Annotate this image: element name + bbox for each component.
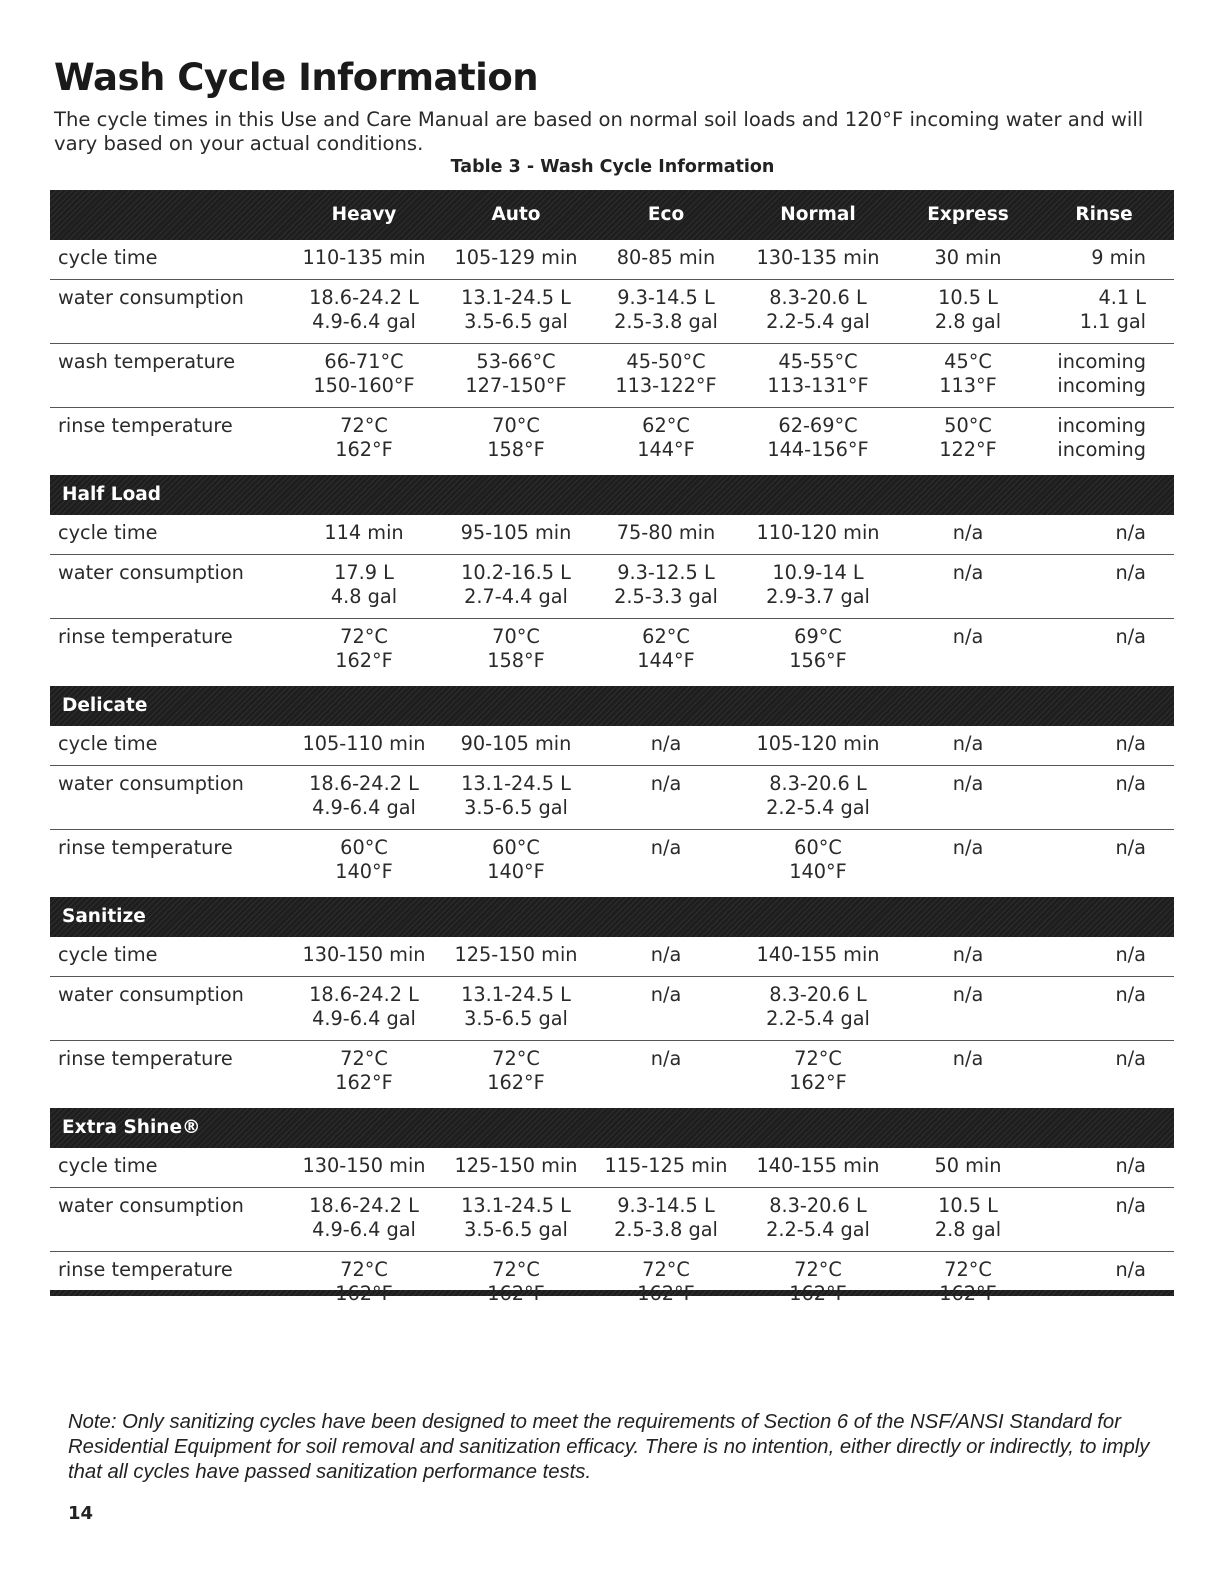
cell-line: 13.1-24.5 L — [461, 772, 571, 795]
cell-line: n/a — [1115, 1154, 1146, 1177]
table-cell — [1115, 732, 1146, 756]
table-cell — [1115, 561, 1146, 585]
cell-line: n/a — [1115, 983, 1146, 1006]
table-cell — [637, 414, 695, 462]
table-cell — [1115, 772, 1146, 796]
cell-line: 90-105 min — [460, 732, 572, 755]
table-cell — [454, 1154, 577, 1178]
table-row — [50, 937, 1174, 977]
table-row — [50, 344, 1174, 408]
table-cell — [302, 732, 425, 756]
cell-line: 50 min — [934, 1154, 1002, 1177]
row-label: cycle time — [58, 732, 158, 755]
table-cell — [756, 732, 879, 756]
table-cell — [756, 521, 879, 545]
cell-line: 4.9-6.4 gal — [312, 1218, 416, 1241]
cell-line: incoming — [1057, 414, 1146, 437]
table-cell — [651, 983, 682, 1007]
table-cell — [617, 246, 716, 270]
section-header-half-load: Half Load — [50, 475, 1174, 515]
cell-line: 10.2-16.5 L — [461, 561, 571, 584]
cell-line: 140-155 min — [756, 1154, 880, 1177]
cell-line: 50°C — [944, 414, 992, 437]
cell-line: 113-131°F — [767, 374, 869, 397]
cell-line: n/a — [1115, 732, 1146, 755]
cell-line: 162°F — [789, 1071, 847, 1094]
table-cell — [614, 286, 718, 334]
table-cell — [302, 943, 425, 967]
section-header-delicate: Delicate — [50, 686, 1174, 726]
table-cell — [766, 983, 870, 1031]
cell-line: 66-71°C — [324, 350, 404, 373]
cell-line: 140°F — [487, 860, 545, 883]
cell-line: incoming — [1057, 374, 1146, 397]
cell-line: 150-160°F — [313, 374, 415, 397]
table-cell — [766, 772, 870, 820]
table-cell — [461, 521, 572, 545]
table-cell — [1115, 1258, 1146, 1282]
cell-line: 130-135 min — [756, 246, 880, 269]
cell-line: 122°F — [939, 438, 997, 461]
cell-line: n/a — [952, 772, 984, 795]
table-bottom-rule — [50, 1290, 1174, 1296]
cell-line: 30 min — [934, 246, 1002, 269]
table-row — [50, 726, 1174, 766]
table-cell — [953, 1047, 984, 1071]
cell-line: n/a — [952, 732, 984, 755]
column-header-auto: Auto — [491, 204, 541, 225]
cell-line: 72°C — [492, 1047, 540, 1070]
table-caption: Table 3 - Wash Cycle Information — [450, 157, 775, 177]
table-cell — [461, 1194, 571, 1242]
cell-line: 8.3-20.6 L — [769, 983, 867, 1006]
table-cell — [651, 772, 682, 796]
table-cell — [302, 1154, 425, 1178]
cell-line: 110-120 min — [756, 521, 880, 544]
row-label: water consumption — [58, 772, 244, 795]
cell-line: 70°C — [492, 414, 540, 437]
row-label: water consumption — [58, 1194, 244, 1217]
cell-line: n/a — [1115, 772, 1146, 795]
cell-line: 18.6-24.2 L — [309, 772, 419, 795]
cell-line: 2.7-4.4 gal — [464, 585, 568, 608]
cell-line: 114 min — [324, 521, 404, 544]
table-cell — [461, 732, 572, 756]
row-label: water consumption — [58, 983, 244, 1006]
table-cell — [789, 625, 847, 673]
table-cell — [789, 1047, 847, 1095]
cell-line: 45°C — [944, 350, 992, 373]
cell-line: 8.3-20.6 L — [769, 772, 867, 795]
table-cell — [1115, 1194, 1146, 1218]
page-title: Wash Cycle Information — [54, 56, 539, 99]
table-cell — [953, 983, 984, 1007]
cell-line: n/a — [952, 943, 984, 966]
table-row — [50, 1252, 1174, 1319]
cell-line: 4.1 L — [1098, 286, 1146, 309]
cell-line: 130-150 min — [302, 1154, 426, 1177]
cell-line: 18.6-24.2 L — [309, 1194, 419, 1217]
cell-line: 62°C — [642, 625, 690, 648]
column-header-eco: Eco — [647, 204, 685, 225]
cell-line: n/a — [952, 983, 984, 1006]
cell-line: 4.9-6.4 gal — [312, 310, 416, 333]
column-header-express: Express — [927, 204, 1009, 225]
table-cell — [465, 350, 566, 398]
cell-line: n/a — [650, 732, 682, 755]
cell-line: incoming — [1057, 438, 1146, 461]
row-label: cycle time — [58, 246, 158, 269]
table-cell — [302, 246, 425, 270]
cell-line: 60°C — [340, 836, 388, 859]
cell-line: 62°C — [642, 414, 690, 437]
table-row — [50, 515, 1174, 555]
table-cell — [953, 732, 984, 756]
table-cell — [651, 732, 682, 756]
cell-line: 125-150 min — [454, 943, 578, 966]
table-cell — [313, 350, 414, 398]
cell-line: 9 min — [1091, 246, 1146, 269]
table-cell — [487, 1258, 545, 1306]
column-header-band — [50, 190, 1174, 240]
cell-line: n/a — [952, 836, 984, 859]
cell-line: 69°C — [794, 625, 842, 648]
table-cell — [487, 625, 545, 673]
table-cell — [756, 1154, 879, 1178]
cell-line: 72°C — [340, 414, 388, 437]
cell-line: 140°F — [789, 860, 847, 883]
cell-line: 72°C — [642, 1258, 690, 1281]
cell-line: 10.5 L — [938, 1194, 998, 1217]
column-header-normal: Normal — [780, 204, 856, 225]
cell-line: 80-85 min — [616, 246, 716, 269]
table-cell — [767, 350, 868, 398]
cell-line: n/a — [1115, 625, 1146, 648]
table-cell — [767, 414, 868, 462]
cell-line: n/a — [650, 1047, 682, 1070]
table-cell — [335, 414, 393, 462]
table-cell — [1115, 836, 1146, 860]
cell-line: n/a — [952, 1047, 984, 1070]
row-label: cycle time — [58, 1154, 158, 1177]
table-row — [50, 1188, 1174, 1252]
wash-cycle-table — [50, 190, 1174, 1319]
cell-line: 144°F — [637, 438, 695, 461]
table-cell — [461, 772, 571, 820]
cell-line: 72°C — [340, 1047, 388, 1070]
table-cell — [1115, 1154, 1146, 1178]
table-cell — [939, 414, 997, 462]
table-cell — [953, 836, 984, 860]
cell-line: n/a — [1115, 1047, 1146, 1070]
table-cell — [1115, 625, 1146, 649]
table-row — [50, 977, 1174, 1041]
table-row — [50, 1148, 1174, 1188]
cell-line: 4.9-6.4 gal — [312, 1007, 416, 1030]
cell-line: 3.5-6.5 gal — [464, 310, 568, 333]
table-cell — [461, 286, 571, 334]
cell-line: 72°C — [340, 1258, 388, 1281]
cell-line: 62-69°C — [778, 414, 858, 437]
cell-line: 72°C — [340, 625, 388, 648]
cell-line: 13.1-24.5 L — [461, 983, 571, 1006]
cell-line: 18.6-24.2 L — [309, 983, 419, 1006]
intro-paragraph: The cycle times in this Use and Care Manual are based on normal soil loads and 120°F incoming water and will vary based on your actual conditions. — [54, 108, 1144, 155]
row-label: rinse temperature — [58, 625, 233, 648]
table-cell — [309, 286, 419, 334]
cell-line: 125-150 min — [454, 1154, 578, 1177]
table-cell — [953, 943, 984, 967]
cell-line: 2.2-5.4 gal — [766, 796, 870, 819]
table-cell — [953, 521, 984, 545]
cell-line: 17.9 L — [334, 561, 394, 584]
cell-line: 13.1-24.5 L — [461, 1194, 571, 1217]
cell-line: 3.5-6.5 gal — [464, 796, 568, 819]
cell-line: 45-50°C — [626, 350, 706, 373]
table-cell — [614, 1194, 718, 1242]
cell-line: 3.5-6.5 gal — [464, 1007, 568, 1030]
cell-line: n/a — [952, 561, 984, 584]
cell-line: n/a — [1115, 1258, 1146, 1281]
table-cell — [335, 625, 393, 673]
table-cell — [953, 625, 984, 649]
cell-line: 156°F — [789, 649, 847, 672]
cell-line: 144-156°F — [767, 438, 869, 461]
cell-line: 53-66°C — [476, 350, 556, 373]
cell-line: 1.1 gal — [1079, 310, 1146, 333]
cell-line: n/a — [650, 836, 682, 859]
table-cell — [335, 1258, 393, 1306]
cell-line: 140°F — [335, 860, 393, 883]
cell-line: incoming — [1057, 350, 1146, 373]
table-cell — [604, 1154, 727, 1178]
table-cell — [935, 1194, 1001, 1242]
table-cell — [1115, 943, 1146, 967]
table-cell — [637, 1258, 695, 1306]
cell-line: 115-125 min — [604, 1154, 728, 1177]
table-cell — [939, 350, 997, 398]
table-cell — [953, 772, 984, 796]
table-cell — [309, 1194, 419, 1242]
table-cell — [651, 1047, 682, 1071]
table-row — [50, 555, 1174, 619]
table-cell — [454, 246, 577, 270]
cell-line: n/a — [1115, 1194, 1146, 1217]
cell-line: 162°F — [335, 438, 393, 461]
cell-line: 10.9-14 L — [772, 561, 864, 584]
page-number: 14 — [68, 1503, 94, 1524]
cell-line: n/a — [650, 983, 682, 1006]
table-cell — [331, 561, 397, 609]
cell-line: 3.5-6.5 gal — [464, 1218, 568, 1241]
cell-line: 2.2-5.4 gal — [766, 1218, 870, 1241]
cell-line: 60°C — [492, 836, 540, 859]
cell-line: 130-150 min — [302, 943, 426, 966]
cell-line: 105-120 min — [756, 732, 880, 755]
table-cell — [934, 246, 1001, 270]
table-cell — [309, 772, 419, 820]
cell-line: 95-105 min — [460, 521, 572, 544]
cell-line: 2.2-5.4 gal — [766, 1007, 870, 1030]
table-cell — [1080, 286, 1146, 334]
table-cell — [487, 1047, 545, 1095]
cell-line: 162°F — [487, 1071, 545, 1094]
cell-line: 45-55°C — [778, 350, 858, 373]
cell-line: 140-155 min — [756, 943, 880, 966]
table-cell — [789, 836, 847, 884]
cell-line: 158°F — [487, 649, 545, 672]
table-cell — [324, 521, 403, 545]
cell-line: 70°C — [492, 625, 540, 648]
table-row — [50, 1041, 1174, 1108]
cell-line: n/a — [650, 943, 682, 966]
table-cell — [953, 561, 984, 585]
table-cell — [309, 983, 419, 1031]
cell-line: 2.2-5.4 gal — [766, 310, 870, 333]
cell-line: 110-135 min — [302, 246, 426, 269]
table-cell — [1091, 246, 1146, 270]
table-cell — [335, 1047, 393, 1095]
cell-line: n/a — [1115, 561, 1146, 584]
section-header-extra-shine: Extra Shine® — [50, 1108, 1174, 1148]
row-label: rinse temperature — [58, 1047, 233, 1070]
cell-line: 13.1-24.5 L — [461, 286, 571, 309]
cell-line: n/a — [952, 625, 984, 648]
cell-line: 72°C — [794, 1047, 842, 1070]
cell-line: 158°F — [487, 438, 545, 461]
cell-line: 8.3-20.6 L — [769, 1194, 867, 1217]
table-cell — [615, 350, 716, 398]
cell-line: 4.8 gal — [330, 585, 398, 608]
table-cell — [617, 521, 716, 545]
row-label: wash temperature — [58, 350, 236, 373]
table-cell — [1115, 1047, 1146, 1071]
table-cell — [766, 1194, 870, 1242]
table-cell — [766, 286, 870, 334]
table-cell — [651, 943, 682, 967]
row-label: rinse temperature — [58, 414, 233, 437]
table-cell — [1057, 350, 1146, 398]
cell-line: 72°C — [794, 1258, 842, 1281]
table-cell — [461, 983, 571, 1031]
cell-line: 162°F — [335, 649, 393, 672]
cell-line: n/a — [952, 521, 984, 544]
cell-line: n/a — [1115, 521, 1146, 544]
cell-line: 2.8 gal — [934, 1218, 1002, 1241]
cell-line: 9.3-12.5 L — [617, 561, 715, 584]
table-row — [50, 619, 1174, 686]
row-label: rinse temperature — [58, 1258, 233, 1281]
cell-line: 2.5-3.8 gal — [614, 1218, 718, 1241]
cell-line: 9.3-14.5 L — [617, 286, 715, 309]
column-header-heavy: Heavy — [331, 204, 397, 225]
cell-line: 72°C — [492, 1258, 540, 1281]
cell-line: 2.9-3.7 gal — [766, 585, 870, 608]
row-label: rinse temperature — [58, 836, 233, 859]
table-cell — [487, 414, 545, 462]
row-label: water consumption — [58, 561, 244, 584]
cell-line: 2.5-3.3 gal — [614, 585, 718, 608]
cell-line: 2.5-3.8 gal — [614, 310, 718, 333]
cell-line: 10.5 L — [938, 286, 998, 309]
table-cell — [637, 625, 695, 673]
table-cell — [335, 836, 393, 884]
cell-line: 8.3-20.6 L — [769, 286, 867, 309]
table-cell — [756, 246, 879, 270]
table-cell — [614, 561, 718, 609]
cell-line: 105-129 min — [454, 246, 578, 269]
cell-line: 113-122°F — [615, 374, 717, 397]
row-label: cycle time — [58, 521, 158, 544]
cell-line: 105-110 min — [302, 732, 426, 755]
cell-line: n/a — [650, 772, 682, 795]
table-cell — [487, 836, 545, 884]
section-header-sanitize: Sanitize — [50, 897, 1174, 937]
cell-line: 144°F — [637, 649, 695, 672]
table-cell — [1115, 521, 1146, 545]
row-label: water consumption — [58, 286, 244, 309]
table-cell — [1115, 983, 1146, 1007]
table-cell — [461, 561, 571, 609]
table-row — [50, 408, 1174, 475]
table-row — [50, 280, 1174, 344]
cell-line: 72°C — [944, 1258, 992, 1281]
cell-line: 9.3-14.5 L — [617, 1194, 715, 1217]
table-cell — [454, 943, 577, 967]
row-label: cycle time — [58, 943, 158, 966]
table-cell — [939, 1258, 997, 1306]
sanitization-note: Note: Only sanitizing cycles have been designed to meet the requirements of Section 6 of the NSF/ANSI Standard for Residential Equipment for soil removal and sanitization efficacy. There is no intention, either directly or indirectly, to imply that all cycles have passed sanitization performance tests. — [68, 1411, 1150, 1483]
cell-line: 60°C — [794, 836, 842, 859]
cell-line: 162°F — [335, 1071, 393, 1094]
table-cell — [756, 943, 879, 967]
table-row — [50, 766, 1174, 830]
cell-line: 4.9-6.4 gal — [312, 796, 416, 819]
cell-line: 127-150°F — [465, 374, 567, 397]
column-header-rinse: Rinse — [1075, 204, 1133, 225]
cell-line: 75-80 min — [616, 521, 716, 544]
cell-line: 18.6-24.2 L — [309, 286, 419, 309]
table-row — [50, 240, 1174, 280]
table-cell — [935, 286, 1001, 334]
cell-line: 113°F — [939, 374, 997, 397]
table-cell — [651, 836, 682, 860]
cell-line: n/a — [1115, 943, 1146, 966]
table-cell — [766, 561, 870, 609]
table-cell — [1057, 414, 1146, 462]
table-row — [50, 830, 1174, 897]
table-cell — [789, 1258, 847, 1306]
table-cell — [934, 1154, 1001, 1178]
cell-line: 2.8 gal — [934, 310, 1002, 333]
cell-line: n/a — [1115, 836, 1146, 859]
